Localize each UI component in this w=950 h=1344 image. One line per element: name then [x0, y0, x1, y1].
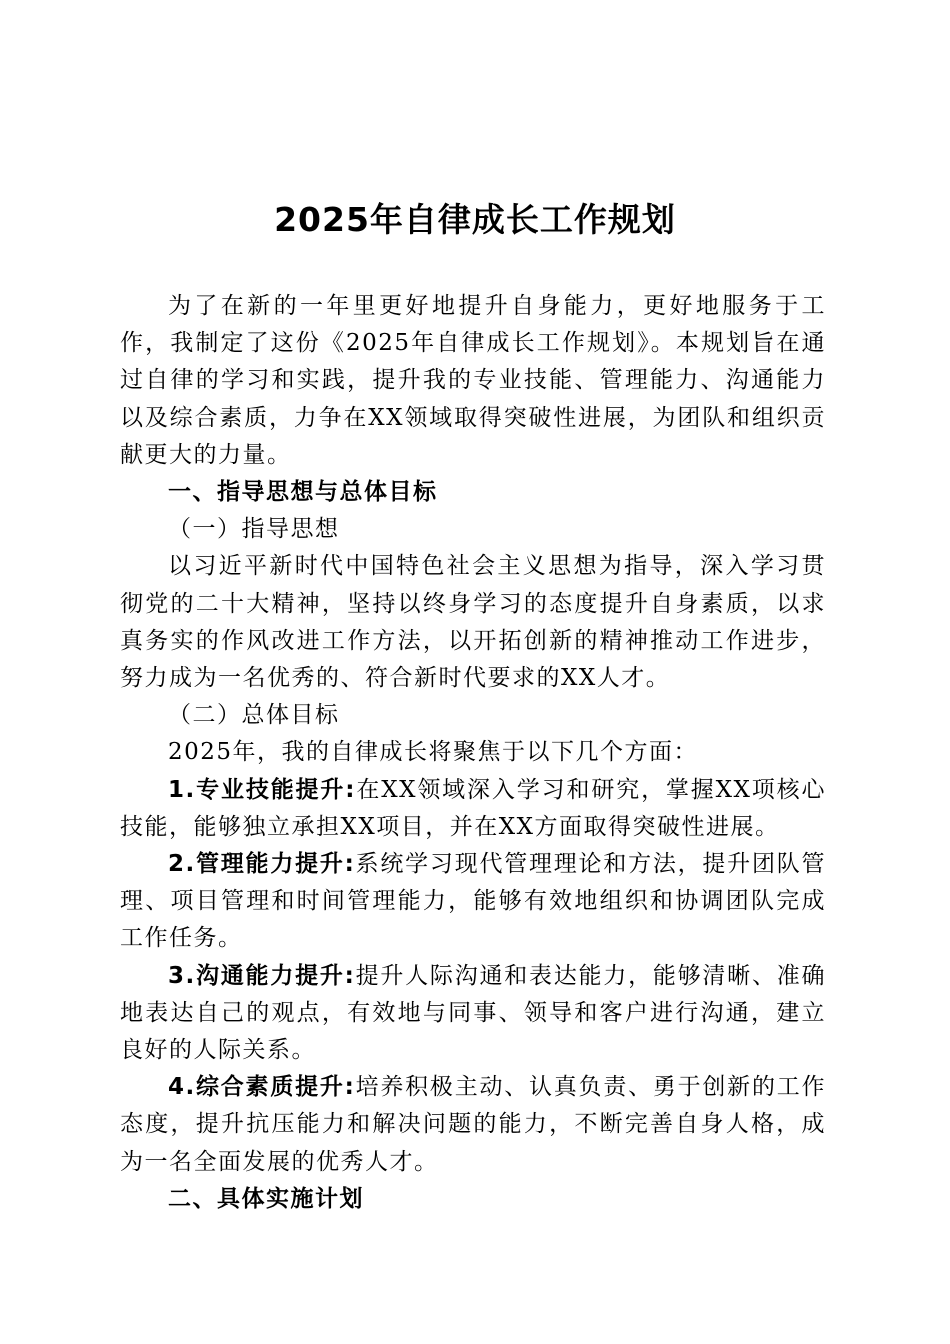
goal-item	[120, 772, 826, 846]
section-1-heading: 一、指导思想与总体目标	[168, 479, 438, 506]
goal-item	[120, 958, 826, 1070]
goal-item-lead: 2.管理能力提升:	[168, 851, 356, 878]
overall-goal-intro: 2025年，我的自律成长将聚焦于以下几个方面：	[168, 739, 699, 766]
goal-item-lead: 4.综合素质提升:	[168, 1074, 356, 1101]
goal-item	[120, 1069, 826, 1181]
goal-item-text: 系统学习现代管理理论和方法，提升团队管理、项目管理和时间管理能力，能够有效地组织和协调团队完成工作任务。	[120, 851, 826, 952]
section-1-2-heading: （二）总体目标	[168, 702, 340, 729]
section-2-heading: 二、具体实施计划	[168, 1185, 364, 1212]
goal-item-lead: 3.沟通能力提升:	[168, 962, 356, 989]
goal-item	[120, 846, 826, 958]
goal-item-text: 提升人际沟通和表达能力，能够清晰、准确地表达自己的观点，有效地与同事、领导和客户进行沟通，建立良好的人际关系。	[120, 962, 826, 1064]
intro-paragraph: 为了在新的一年里更好地提升自身能力，更好地服务于工作，我制定了这份《2025年自律成长工作规划》。本规划旨在通过自律的学习和实践，提升我的专业技能、管理能力、沟通能力以及综合素质，力争在XX领域取得突破性进展，为团队和组织贡献更大的力量。	[120, 293, 826, 468]
section-1-1-heading: （一）指导思想	[168, 516, 340, 543]
goal-item-lead: 1.专业技能提升:	[168, 776, 356, 803]
document-title: 2025年自律成长工作规划	[274, 200, 676, 239]
goal-item-text: 在XX领域深入学习和研究，掌握XX项核心技能，能够独立承担XX项目，并在XX方面取得突破性进展。	[120, 776, 826, 840]
goal-item-text: 培养积极主动、认真负责、勇于创新的工作态度，提升抗压能力和解决问题的能力，不断完善自身人格，成为一名全面发展的优秀人才。	[120, 1074, 826, 1175]
document-body	[120, 288, 826, 1218]
guiding-thought-paragraph: 以习近平新时代中国特色社会主义思想为指导，深入学习贯彻党的二十大精神，坚持以终身学习的态度提升自身素质，以求真务实的作风改进工作方法，以开拓创新的精神推动工作进步，努力成为一名优秀的、符合新时代要求的XX人才。	[120, 553, 826, 692]
